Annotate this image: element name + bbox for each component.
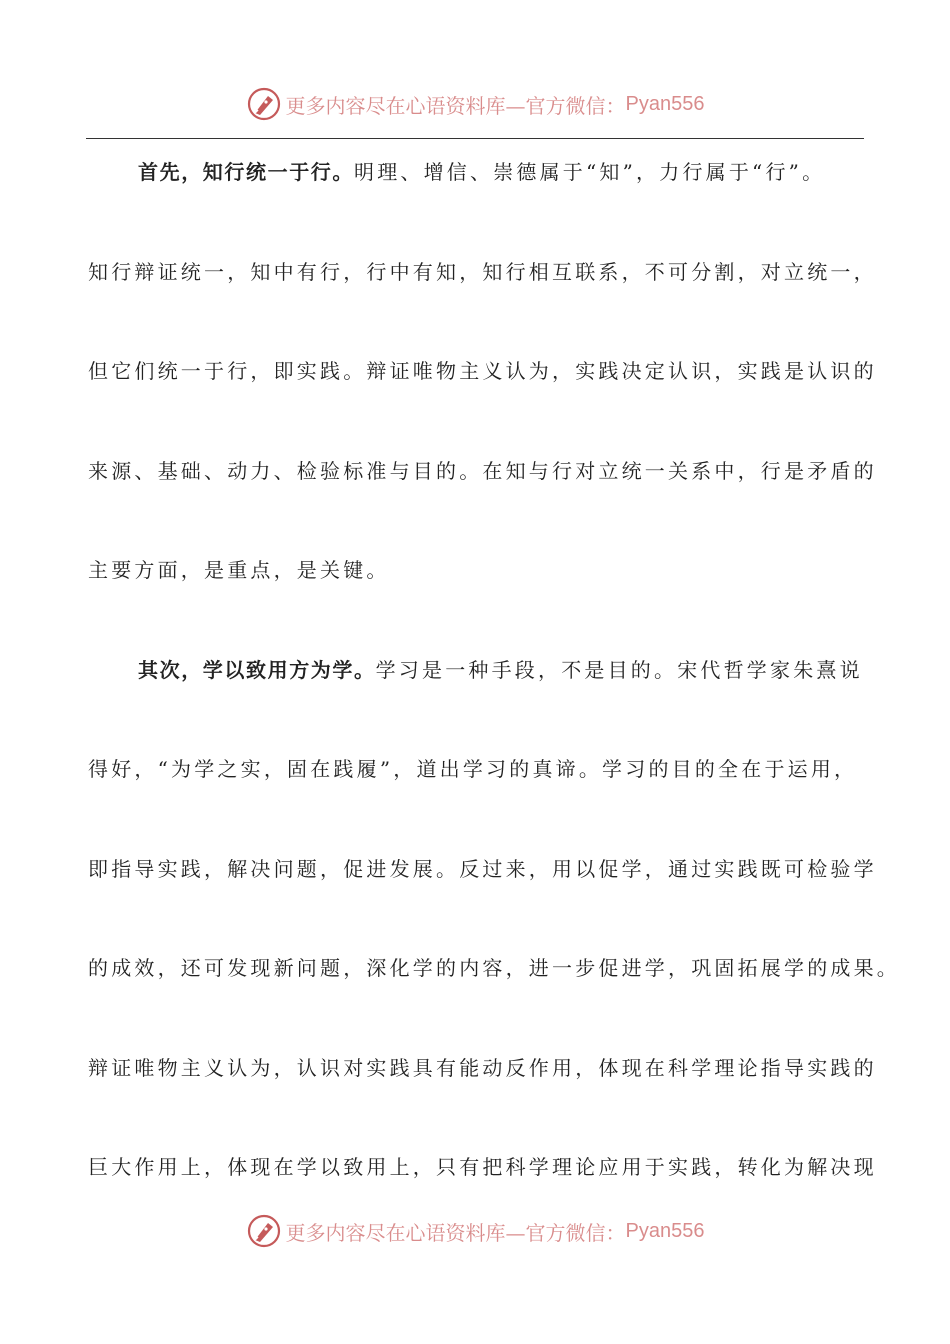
paragraph-2-text: 学习是一种手段，不是目的。宋代哲学家朱熹说: [375, 657, 863, 682]
header-brand-text: 更多内容尽在心语资料库—: [285, 93, 526, 118]
paragraph-1-line-2: 知行辩证统一，知中有行，行中有知，知行相互联系，不可分割，对立统一，: [88, 259, 877, 284]
paragraph-2-line-3: 即指导实践，解决问题，促进发展。反过来，用以促学，通过实践既可检验学: [88, 856, 877, 881]
header-divider: [86, 138, 864, 139]
paragraph-1-text: 明理、增信、崇德属于“知”，力行属于“行”。: [354, 160, 826, 184]
paragraph-2-line-6: 巨大作用上，体现在学以致用上，只有把科学理论应用于实践，转化为解决现: [88, 1155, 877, 1179]
paragraph-1-line-4: 来源、基础、动力、检验标准与目的。在知与行对立统一关系中，行是矛盾的: [88, 458, 877, 483]
paragraph-1-line-5: 主要方面，是重点，是关键。: [88, 558, 390, 582]
paragraph-1-line-1: [88, 148, 878, 248]
pen-nib-logo-icon: [246, 1213, 282, 1249]
paragraph-2-line-5: 辩证唯物主义认为，认识对实践具有能动反作用，体现在科学理论指导实践的: [88, 1055, 877, 1080]
paragraph-2-line-1: [88, 646, 878, 746]
pen-nib-logo-icon: [246, 86, 282, 122]
header-wechat-id: Pyan556: [625, 92, 705, 115]
paragraph-2-line-4: 的成效，还可发现新问题，深化学的内容，进一步促进学，巩固拓展学的成果。: [88, 956, 900, 980]
footer-brand-text: 更多内容尽在心语资料库—: [285, 1220, 526, 1245]
paragraph-2-line-2: 得好，“为学之实，固在践履”，道出学习的真谛。学习的目的全在于运用，: [88, 757, 858, 781]
footer-wechat-id: Pyan556: [625, 1219, 705, 1242]
header-wechat-label: 官方微信：: [525, 93, 626, 118]
footer-wechat-label: 官方微信：: [525, 1220, 626, 1245]
header-banner: [0, 84, 950, 124]
paragraph-1-line-3: 但它们统一于行，即实践。辩证唯物主义认为，实践决定认识，实践是认识的: [88, 359, 877, 383]
document-body: [88, 148, 900, 1243]
paragraph-1-lead: 首先，知行统一于行。: [138, 160, 354, 184]
paragraph-2-lead: 其次，学以致用方为学。: [138, 657, 376, 682]
footer-banner: [0, 1211, 950, 1251]
